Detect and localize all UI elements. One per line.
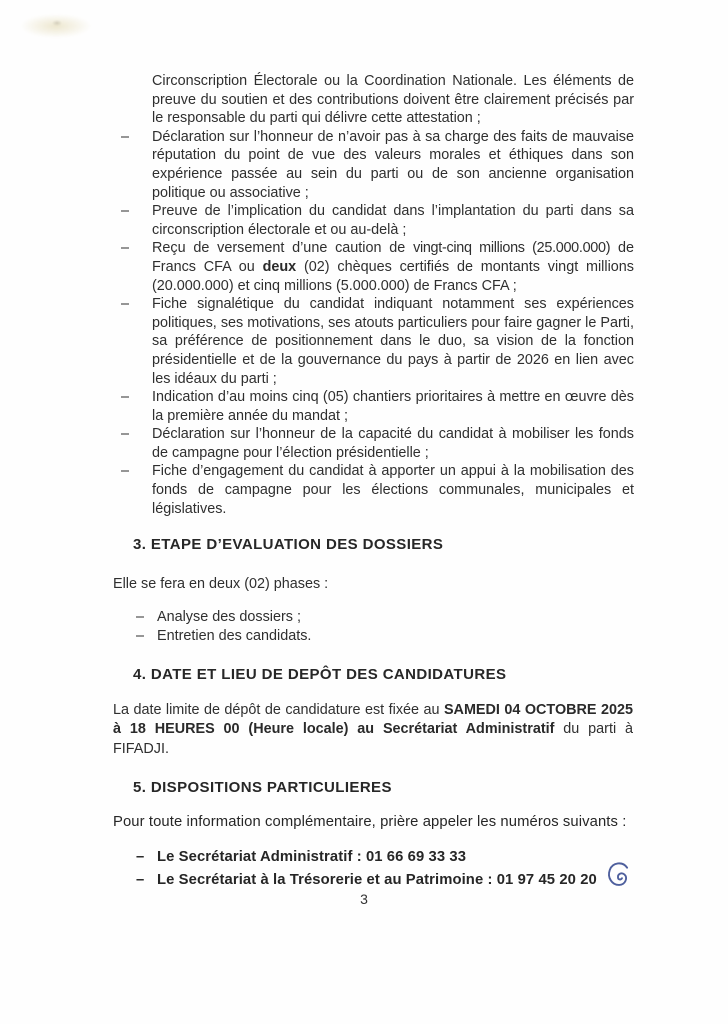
contacts-list [136,846,597,891]
list-item [121,202,634,239]
list-item [121,295,634,388]
scan-smudge [20,14,92,38]
section-heading-evaluation: 3. ETAPE D’EVALUATION DES DOSSIERS [133,536,444,553]
deadline-pre: La date limite de dépôt de candidature est fixée au [113,702,444,718]
list-dash: – [121,296,130,313]
caution-mid: de Francs CFA ou [152,240,634,275]
list-item [121,128,634,202]
contact-line: Le Secrétariat à la Trésorerie et au Patrimoine : 01 97 45 20 20 [157,871,597,888]
caution-pre: Reçu de versement d’une caution de [152,240,414,257]
caution-post: (02) chèques certifiés de montants vingt millions (20.000.000) et cinq millions (5.000.000) de Francs CFA ; [152,258,634,294]
list-item-text: Preuve de l’implication du candidat dans l’implantation du parti dans sa circonscription électorale et ou au-delà ; [152,203,634,238]
list-item-text: Déclaration sur l’honneur de n’avoir pas à sa charge des faits de mauvaise réputation du point de vue des valeurs morales et éthiques dans son expérience passée au sein du parti ou de son ancienne organisation politique ou associative ; [152,128,634,201]
list-dash: – [136,627,145,644]
list-item-text: Déclaration sur l’honneur de la capacité du candidat à mobiliser les fonds de campagne pour l’élection présidentielle ; [152,426,634,461]
list-item-text: Circonscription Électorale ou la Coordination Nationale. Les éléments de preuve du soutien et des contributions doivent être clairement précisés par le responsable du parti qui délivre cette attestation ; [152,73,634,127]
phases-intro: Elle se fera en deux (02) phases : [113,576,329,592]
list-dash: – [121,240,130,257]
list-item-caution [121,239,634,295]
list-item-text [152,240,634,293]
list-item [136,627,312,646]
list-item-text: Entretien des candidats. [157,627,312,644]
list-dash: – [136,871,145,888]
list-dash: – [121,128,130,145]
list-dash: – [121,463,130,480]
section-heading-dispositions: 5. DISPOSITIONS PARTICULIERES [133,779,392,796]
list-dash: – [121,426,130,443]
list-item [136,869,597,892]
list-item-text: Analyse des dossiers ; [157,609,301,625]
page-number: 3 [360,891,368,907]
list-item [121,425,634,462]
requirements-list [121,72,634,518]
list-item [121,388,634,425]
contact-intro: Pour toute information complémentaire, prière appeler les numéros suivants : [113,814,627,830]
list-item [121,462,634,518]
list-item-continuation [152,72,634,128]
deadline-paragraph [113,701,633,759]
list-item-text: Fiche d’engagement du candidat à apporter un appui à la mobilisation des fonds de campagne pour les élections communales, municipales et législatives. [152,463,634,517]
scan-smudge-dot [52,20,62,26]
list-dash: – [136,849,145,865]
list-dash: – [121,389,130,406]
list-item [136,608,311,627]
list-item [136,846,597,869]
section-heading-date-lieu: 4. DATE ET LIEU DE DEPÔT DES CANDIDATURES [133,666,507,683]
caution-amount: vingt-cinq millions (25.000.000) [413,240,611,257]
list-item-text: Fiche signalétique du candidat indiquant notamment ses expériences politiques, ses motivations, ses atouts particuliers pour faire gagner le Parti, sa préférence de positionnement dans le duo, sa vision de la fonction présidentielle et de la gouvernance du pays à partir de 2026 en lien avec les idéaux du parti ; [152,296,634,387]
list-dash: – [121,203,130,220]
phases-list [136,608,312,645]
caution-bold: deux [262,258,297,275]
deadline-post: du parti à FIFADJI. [113,721,633,757]
list-dash: – [136,609,145,625]
contact-line: Le Secrétariat Administratif : 01 66 69 33 33 [157,849,467,865]
list-item-text: Indication d’au moins cinq (05) chantiers prioritaires à mettre en œuvre dès la première année du mandat ; [152,389,634,424]
deadline-bold: SAMEDI 04 OCTOBRE 2025 à 18 HEURES 00 (Heure locale) au Secrétariat Administratif [113,702,633,738]
